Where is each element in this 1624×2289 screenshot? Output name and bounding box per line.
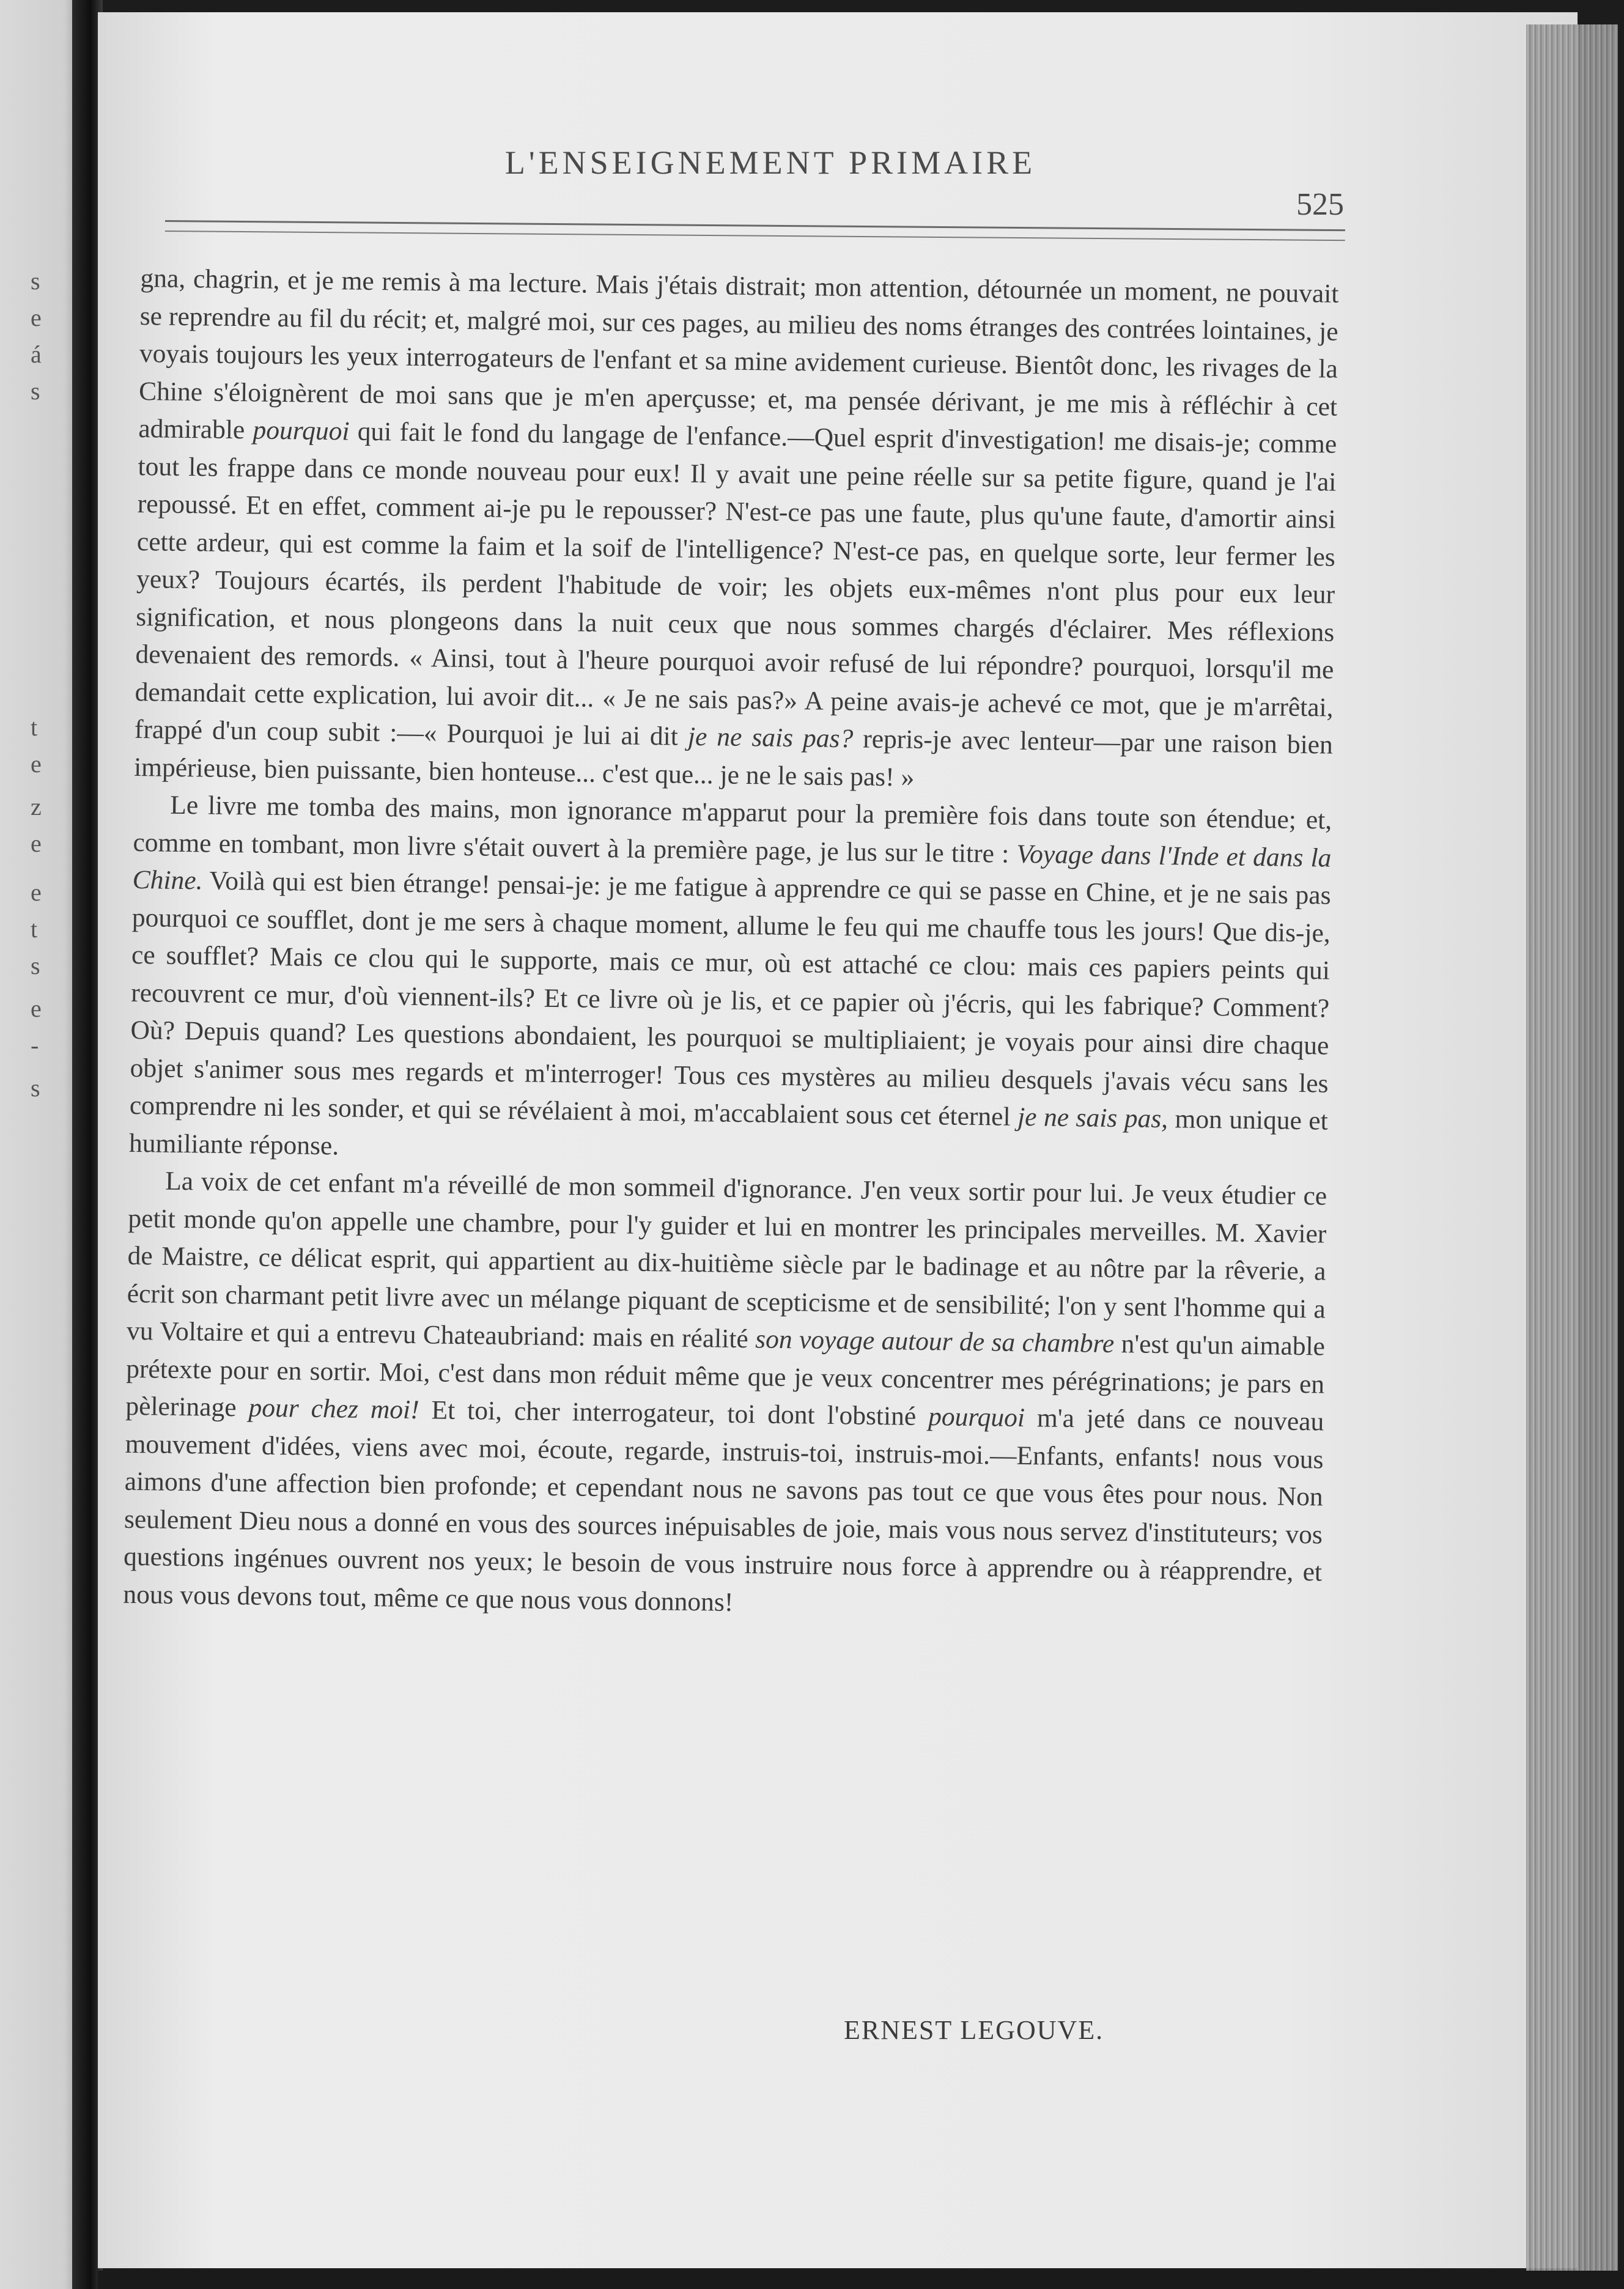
text-run: repris-je avec lenteur—par une raison bien impérieuse, bien puissante, bien honteuse... c'est que... je ne le sais pas! » — [133, 724, 1334, 792]
page-number: 525 — [1296, 187, 1344, 222]
page-edge-stack — [1526, 24, 1618, 2287]
running-header-title: L'ENSEIGNEMENT PRIMAIRE — [504, 144, 1036, 181]
paragraph-2 — [129, 786, 1332, 1178]
margin-letter: e — [31, 879, 42, 906]
margin-letter: e — [31, 995, 42, 1022]
italic-phrase: je ne sais pas? — [687, 721, 854, 754]
margin-letter: t — [31, 915, 38, 943]
text-run: Le livre me tomba des mains, mon ignorance m'apparut pour la première fois dans toute son étendue; et, comme en tombant, mon livre s'était ouvert à la première page, je lus sur le titre : — [133, 790, 1332, 869]
text-run: qui fait le fond du langage de l'enfance.—Quel esprit d'investigation! me disais-je; comme tout les frappe dans ce monde nouveau pour eux! Il y avait une peine réelle sur sa petite figure, quand je l'ai repoussé. Et en effet, comment ai-je pu le repousser? N'est-ce pas une faute, plus qu'une faute, d'amortir ainsi cette ardeur, qui est comme la faim et la soif de l'intelligence? N'est-ce pas, en quelque sorte, leur fermer les yeux? Toujours écartés, ils perdent l'habitude de voir; les objets eux-mêmes n'ont plus pour eux leur signification, et nous plongeons dans la nuit ceux que nous sommes chargés d'éclairer. Mes réflexions devenaient des remords. « Ainsi, tout à l'heure pourquoi avoir refusé de lui répondre? pourquoi, lorsqu'il me demandait cette explication, lui avoir dit... « Je ne sais pas?» A peine avais-je achevé ce mot, que je m'arrêtai, frappé d'un coup subit :—« Pourquoi je lui ai dit — [134, 416, 1337, 751]
margin-letter: t — [31, 713, 38, 741]
facing-page-margin-text — [31, 269, 67, 1247]
italic-phrase: son voyage autour de sa chambre — [755, 1324, 1115, 1358]
italic-phrase: Voyage dans l'Inde et dans la Chine. — [132, 839, 1332, 896]
italic-phrase: pourquoi — [928, 1402, 1025, 1433]
text-run: Voilà qui est bien étrange! pensai-je: je me fatigue à apprendre ce qui se passe en Chine, et je ne sais pas pourquoi ce soufflet, dont je me sers à chaque moment, allume le feu qui me chauffe tous les jours! Que dis-je, ce soufflet? Mais ce clou qui le supporte, mais ce mur, où est attaché ce clou: mais ces papiers peints qui recouvrent ce mur, d'où viennent-ils? Et ce livre où je lis, et ce papier où j'écris, qui les fabrique? Comment? Où? Depuis quand? Les questions abondaient, les pourquoi se multipliaient; je voyais pour ainsi dire chaque objet s'animer sous mes regards et m'interroger! Tous ces mystères au milieu desquels j'avais vécu sans les comprendre ni les sonder, et qui se révélaient à moi, m'accablaient sous cet éternel — [129, 866, 1331, 1132]
margin-letter: z — [31, 793, 42, 820]
bottom-shadow — [98, 2271, 1624, 2289]
text-run: La voix de cet enfant m'a réveillé de mon sommeil d'ignorance. J'en veux sortir pour lui. Je veux étudier ce petit monde qu'on appelle une chambre, pour l'y guider et lui en montrer les principales merveilles. M. Xavier de Maistre, ce délicat esprit, qui appartient au dix-huitième siècle par le badinage et au nôtre par la rêverie, a écrit son charmant petit livre avec un mélange piquant de scepticisme et de sensibilité; l'on y sent l'homme qui a vu Voltaire et qui a entrevu Chateaubriand: mais en réalité — [126, 1166, 1327, 1354]
text-run: n'est qu'un aimable prétexte pour en sortir. Moi, c'est dans mon réduit même que je veux concentrer mes pérégrinations; je pars en pèlerinage — [125, 1329, 1326, 1423]
margin-letter: e — [31, 750, 42, 778]
italic-phrase: pourquoi — [253, 415, 350, 446]
italic-phrase: je ne sais pas, — [1017, 1102, 1168, 1134]
paragraph-3 — [123, 1162, 1327, 1629]
margin-letter: e — [31, 830, 42, 857]
text-run: Et toi, cher interrogateur, toi dont l'obstiné — [419, 1395, 929, 1432]
text-run: gna, chagrin, et je me remis à ma lecture. Mais j'étais distrait; mon attention, détournée un moment, ne pouvait se reprendre au fil du récit; et, malgré moi, sur ces pages, au milieu des noms étranges des contrées lointaines, je voyais toujours les yeux interrogateurs de l'enfant et sa mine avidement curieuse. Bientôt donc, les rivages de la Chine s'éloignèrent de moi sans que je m'en aperçusse; et, ma pensée dérivant, je me mis à réfléchir à cet admirable — [138, 263, 1339, 445]
text-run: m'a jeté dans ce nouveau mouvement d'idées, viens avec moi, écoute, regarde, instruis-toi, instruis-moi.—Enfants, enfants! nous vous aimons d'une affection bien profonde; et cependant nous ne savons pas tout ce que vous êtes pour nous. Non seulement Dieu nous a donné en vous des sources inépuisables de joie, mais vous nous servez d'instituteurs; vos questions ingénues ouvrent nos yeux; le besoin de vous instruire nous force à apprendre ou à réapprendre, et nous vous devons tout, même ce que nous vous donnons! — [123, 1403, 1324, 1617]
margin-letter: e — [31, 304, 42, 331]
italic-phrase: pour chez moi! — [248, 1393, 419, 1425]
author-signature: ERNEST LEGOUVE. — [844, 2015, 1104, 2045]
paragraph-1 — [134, 260, 1339, 802]
margin-letter: s — [31, 267, 40, 295]
margin-letter: á — [31, 341, 42, 368]
margin-letter: s — [31, 952, 40, 979]
margin-letter: s — [31, 377, 40, 405]
article-body — [123, 260, 1339, 1629]
text-run: mon unique et humiliante réponse. — [128, 1104, 1329, 1160]
margin-letter: s — [31, 1074, 40, 1102]
margin-letter: - — [31, 1031, 39, 1059]
